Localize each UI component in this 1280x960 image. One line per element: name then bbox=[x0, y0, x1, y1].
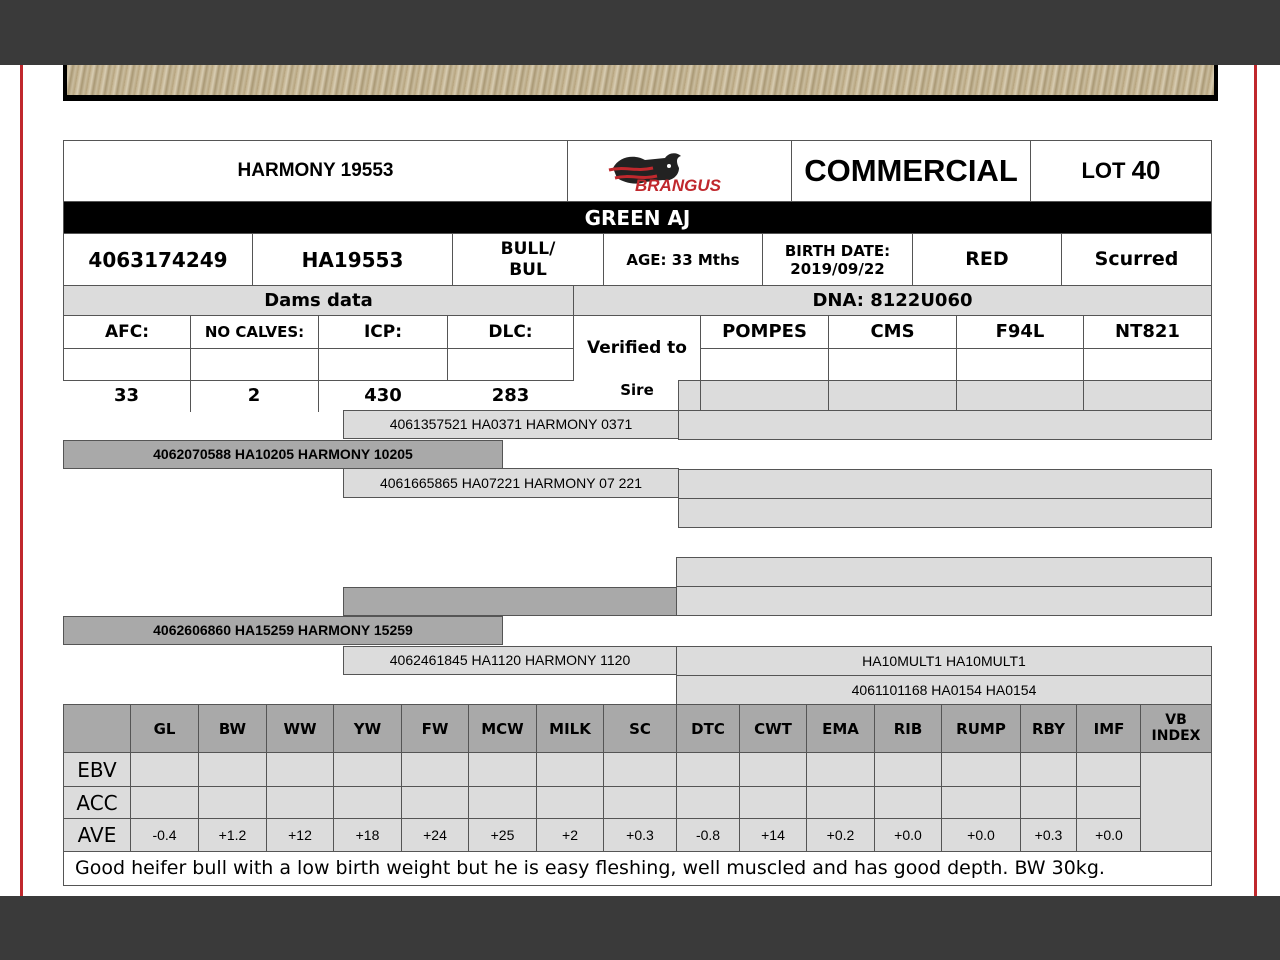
dams-value-icp: 430 bbox=[364, 385, 402, 407]
ebv-empty-cell bbox=[198, 752, 267, 787]
ebv-header-yw: YW bbox=[333, 704, 402, 753]
ebv-header-rump: RUMP bbox=[941, 704, 1021, 753]
ebv-empty-cell bbox=[676, 752, 740, 787]
ebv-header-dtc: DTC bbox=[676, 704, 740, 753]
dams-value-dlc: 283 bbox=[491, 385, 530, 407]
ebv-empty-cell bbox=[941, 786, 1021, 819]
pedigree-empty-cell bbox=[676, 586, 1212, 616]
ebv-empty-cell bbox=[198, 786, 267, 819]
pedigree-sire: 4062070588 HA10205 HARMONY 10205 bbox=[63, 440, 503, 469]
dams-header-icp: ICP: bbox=[318, 315, 448, 349]
dams-header-no-calves: NO CALVES: bbox=[190, 315, 319, 349]
ebv-ave-milk: +2 bbox=[536, 818, 604, 852]
ebv-empty-cell bbox=[1076, 752, 1142, 787]
pedigree-dam: 4062606860 HA15259 HARMONY 15259 bbox=[63, 616, 503, 645]
ebv-empty-cell bbox=[603, 786, 677, 819]
birth-date-value: 2019/09/22 bbox=[790, 259, 885, 278]
ebv-header-rby: RBY bbox=[1020, 704, 1077, 753]
pedigree-empty-cell bbox=[678, 498, 1212, 528]
ebv-empty-cell bbox=[266, 752, 334, 787]
lot-number bbox=[1030, 140, 1212, 202]
dna-header-cms: CMS bbox=[828, 315, 957, 349]
ebv-empty-cell bbox=[1020, 752, 1077, 787]
ebv-header-ema: EMA bbox=[806, 704, 875, 753]
ebv-ave-gl: -0.4 bbox=[130, 818, 199, 852]
ebv-ave-yw: +18 bbox=[333, 818, 402, 852]
right-red-border bbox=[1254, 65, 1257, 896]
ebv-header-ww: WW bbox=[266, 704, 334, 753]
brangus-logo bbox=[567, 140, 792, 202]
dams-header-dlc: DLC: bbox=[447, 315, 574, 349]
ebv-empty-cell bbox=[333, 752, 402, 787]
ebv-empty-cell bbox=[676, 786, 740, 819]
ebv-ave-rump: +0.0 bbox=[941, 818, 1021, 852]
ebv-row-label-ave: AVE bbox=[63, 818, 131, 852]
ebv-empty-cell bbox=[468, 786, 537, 819]
ebv-empty-cell bbox=[874, 752, 942, 787]
ebv-empty-cell bbox=[266, 786, 334, 819]
animal-tag: HA19553 bbox=[252, 233, 453, 286]
animal-sex bbox=[452, 233, 604, 286]
dams-empty-cell bbox=[190, 348, 319, 381]
verified-to-label: Verified to bbox=[573, 315, 701, 381]
ebv-empty-cell bbox=[468, 752, 537, 787]
ebv-ave-bw: +1.2 bbox=[198, 818, 267, 852]
lot-label: LOT bbox=[1081, 157, 1126, 183]
dna-empty-cell bbox=[956, 348, 1084, 381]
dna-header-nt821: NT821 bbox=[1083, 315, 1212, 349]
bottom-dark-bar bbox=[0, 896, 1280, 960]
vb-index-line2: INDEX bbox=[1151, 727, 1201, 744]
ebv-corner-cell bbox=[63, 704, 131, 753]
dams-empty-cell bbox=[447, 348, 574, 381]
ebv-ave-ema: +0.2 bbox=[806, 818, 875, 852]
sire-label: Sire bbox=[620, 381, 654, 399]
dams-empty-cell bbox=[318, 348, 448, 381]
dams-data-title: Dams data bbox=[63, 285, 574, 316]
dams-value-afc: 33 bbox=[63, 380, 191, 412]
pedigree-dam-sire-sire: HA10MULT1 HA10MULT1 bbox=[676, 646, 1212, 676]
ebv-empty-cell bbox=[874, 786, 942, 819]
ebv-ave-sc: +0.3 bbox=[603, 818, 677, 852]
ebv-ave-mcw: +25 bbox=[468, 818, 537, 852]
dams-empty-cell bbox=[63, 348, 191, 381]
dams-header-afc: AFC: bbox=[63, 315, 191, 349]
dna-empty-cell bbox=[828, 348, 957, 381]
ebv-row-label-ebv: EBV bbox=[63, 752, 131, 787]
ebv-header-cwt: CWT bbox=[739, 704, 807, 753]
ebv-header-fw: FW bbox=[401, 704, 469, 753]
ebv-header-bw: BW bbox=[198, 704, 267, 753]
ebv-empty-cell bbox=[401, 786, 469, 819]
animal-photo bbox=[67, 65, 1214, 95]
ebv-header-mcw: MCW bbox=[468, 704, 537, 753]
ebv-empty-cell bbox=[536, 786, 604, 819]
pedigree-sire-sire: 4061357521 HA0371 HARMONY 0371 bbox=[343, 410, 679, 439]
ebv-empty-cell bbox=[333, 786, 402, 819]
dna-title: DNA: 8122U060 bbox=[573, 285, 1212, 316]
dna-grey-cell bbox=[678, 380, 701, 412]
ebv-row-label-acc: ACC bbox=[63, 786, 131, 819]
ebv-empty-cell bbox=[130, 786, 199, 819]
dna-empty-cell bbox=[1083, 348, 1212, 381]
pedigree-empty-cell bbox=[678, 469, 1212, 499]
ebv-ave-imf: +0.0 bbox=[1076, 818, 1142, 852]
ebv-empty-cell bbox=[1076, 786, 1142, 819]
pedigree-empty-cell bbox=[676, 557, 1212, 587]
birth-date bbox=[762, 233, 913, 286]
animal-colour: RED bbox=[912, 233, 1062, 286]
ebv-ave-rib: +0.0 bbox=[874, 818, 942, 852]
sex-line1: BULL/ bbox=[500, 239, 556, 260]
dna-empty-cell bbox=[700, 348, 829, 381]
ebv-empty-cell bbox=[1020, 786, 1077, 819]
top-dark-bar bbox=[0, 0, 1280, 65]
ebv-empty-cell bbox=[401, 752, 469, 787]
animal-age: AGE: 33 Mths bbox=[603, 233, 763, 286]
ebv-header-vb-index bbox=[1140, 704, 1212, 753]
ebv-ave-dtc: -0.8 bbox=[676, 818, 740, 852]
vb-index-line1: VB bbox=[1165, 712, 1187, 729]
pedigree-dam-sire-dam: 4061101168 HA0154 HA0154 bbox=[676, 675, 1212, 705]
comment-text: Good heifer bull with a low birth weight but he is easy fleshing, well muscled and has good depth. BW 30kg. bbox=[63, 851, 1212, 886]
dams-value-no-calves: 2 bbox=[190, 380, 319, 412]
logo-text: BRANGUS bbox=[634, 176, 721, 194]
lot-value: 40 bbox=[1131, 155, 1161, 186]
bull-head-icon bbox=[605, 148, 755, 194]
animal-id: 4063174249 bbox=[63, 233, 253, 286]
ebv-empty-cell bbox=[941, 752, 1021, 787]
pedigree-sire-dam: 4061665865 HA07221 HARMONY 07 221 bbox=[343, 468, 679, 498]
category-label: COMMERCIAL bbox=[791, 140, 1031, 202]
left-red-border bbox=[20, 65, 23, 896]
ebv-header-milk: MILK bbox=[536, 704, 604, 753]
ebv-ave-rby: +0.3 bbox=[1020, 818, 1077, 852]
pedigree-empty-cell bbox=[343, 587, 677, 616]
sex-line2: BUL bbox=[509, 259, 547, 280]
ebv-header-rib: RIB bbox=[874, 704, 942, 753]
dna-header-pompes: POMPES bbox=[700, 315, 829, 349]
ebv-header-imf: IMF bbox=[1076, 704, 1142, 753]
dna-sire-cell bbox=[700, 380, 829, 412]
ebv-empty-cell bbox=[739, 786, 807, 819]
dna-sire-cell bbox=[1083, 380, 1212, 412]
vb-index-value bbox=[1140, 752, 1212, 852]
birth-date-label: BIRTH DATE: bbox=[784, 241, 891, 260]
ebv-ave-ww: +12 bbox=[266, 818, 334, 852]
dna-header-f94l: F94L bbox=[956, 315, 1084, 349]
ebv-empty-cell bbox=[739, 752, 807, 787]
animal-name: HARMONY 19553 bbox=[63, 140, 568, 202]
dna-sire-cell bbox=[956, 380, 1084, 412]
ebv-empty-cell bbox=[806, 786, 875, 819]
horn-status: Scurred bbox=[1061, 233, 1212, 286]
breeder-name: GREEN AJ bbox=[63, 201, 1212, 234]
ebv-header-sc: SC bbox=[603, 704, 677, 753]
ebv-empty-cell bbox=[806, 752, 875, 787]
pedigree-empty-cell bbox=[678, 410, 1212, 440]
ebv-empty-cell bbox=[130, 752, 199, 787]
ebv-ave-cwt: +14 bbox=[739, 818, 807, 852]
dna-sire-cell bbox=[828, 380, 957, 412]
ebv-header-gl: GL bbox=[130, 704, 199, 753]
pedigree-dam-sire: 4062461845 HA1120 HARMONY 1120 bbox=[343, 646, 677, 675]
ebv-ave-fw: +24 bbox=[401, 818, 469, 852]
ebv-empty-cell bbox=[603, 752, 677, 787]
ebv-empty-cell bbox=[536, 752, 604, 787]
